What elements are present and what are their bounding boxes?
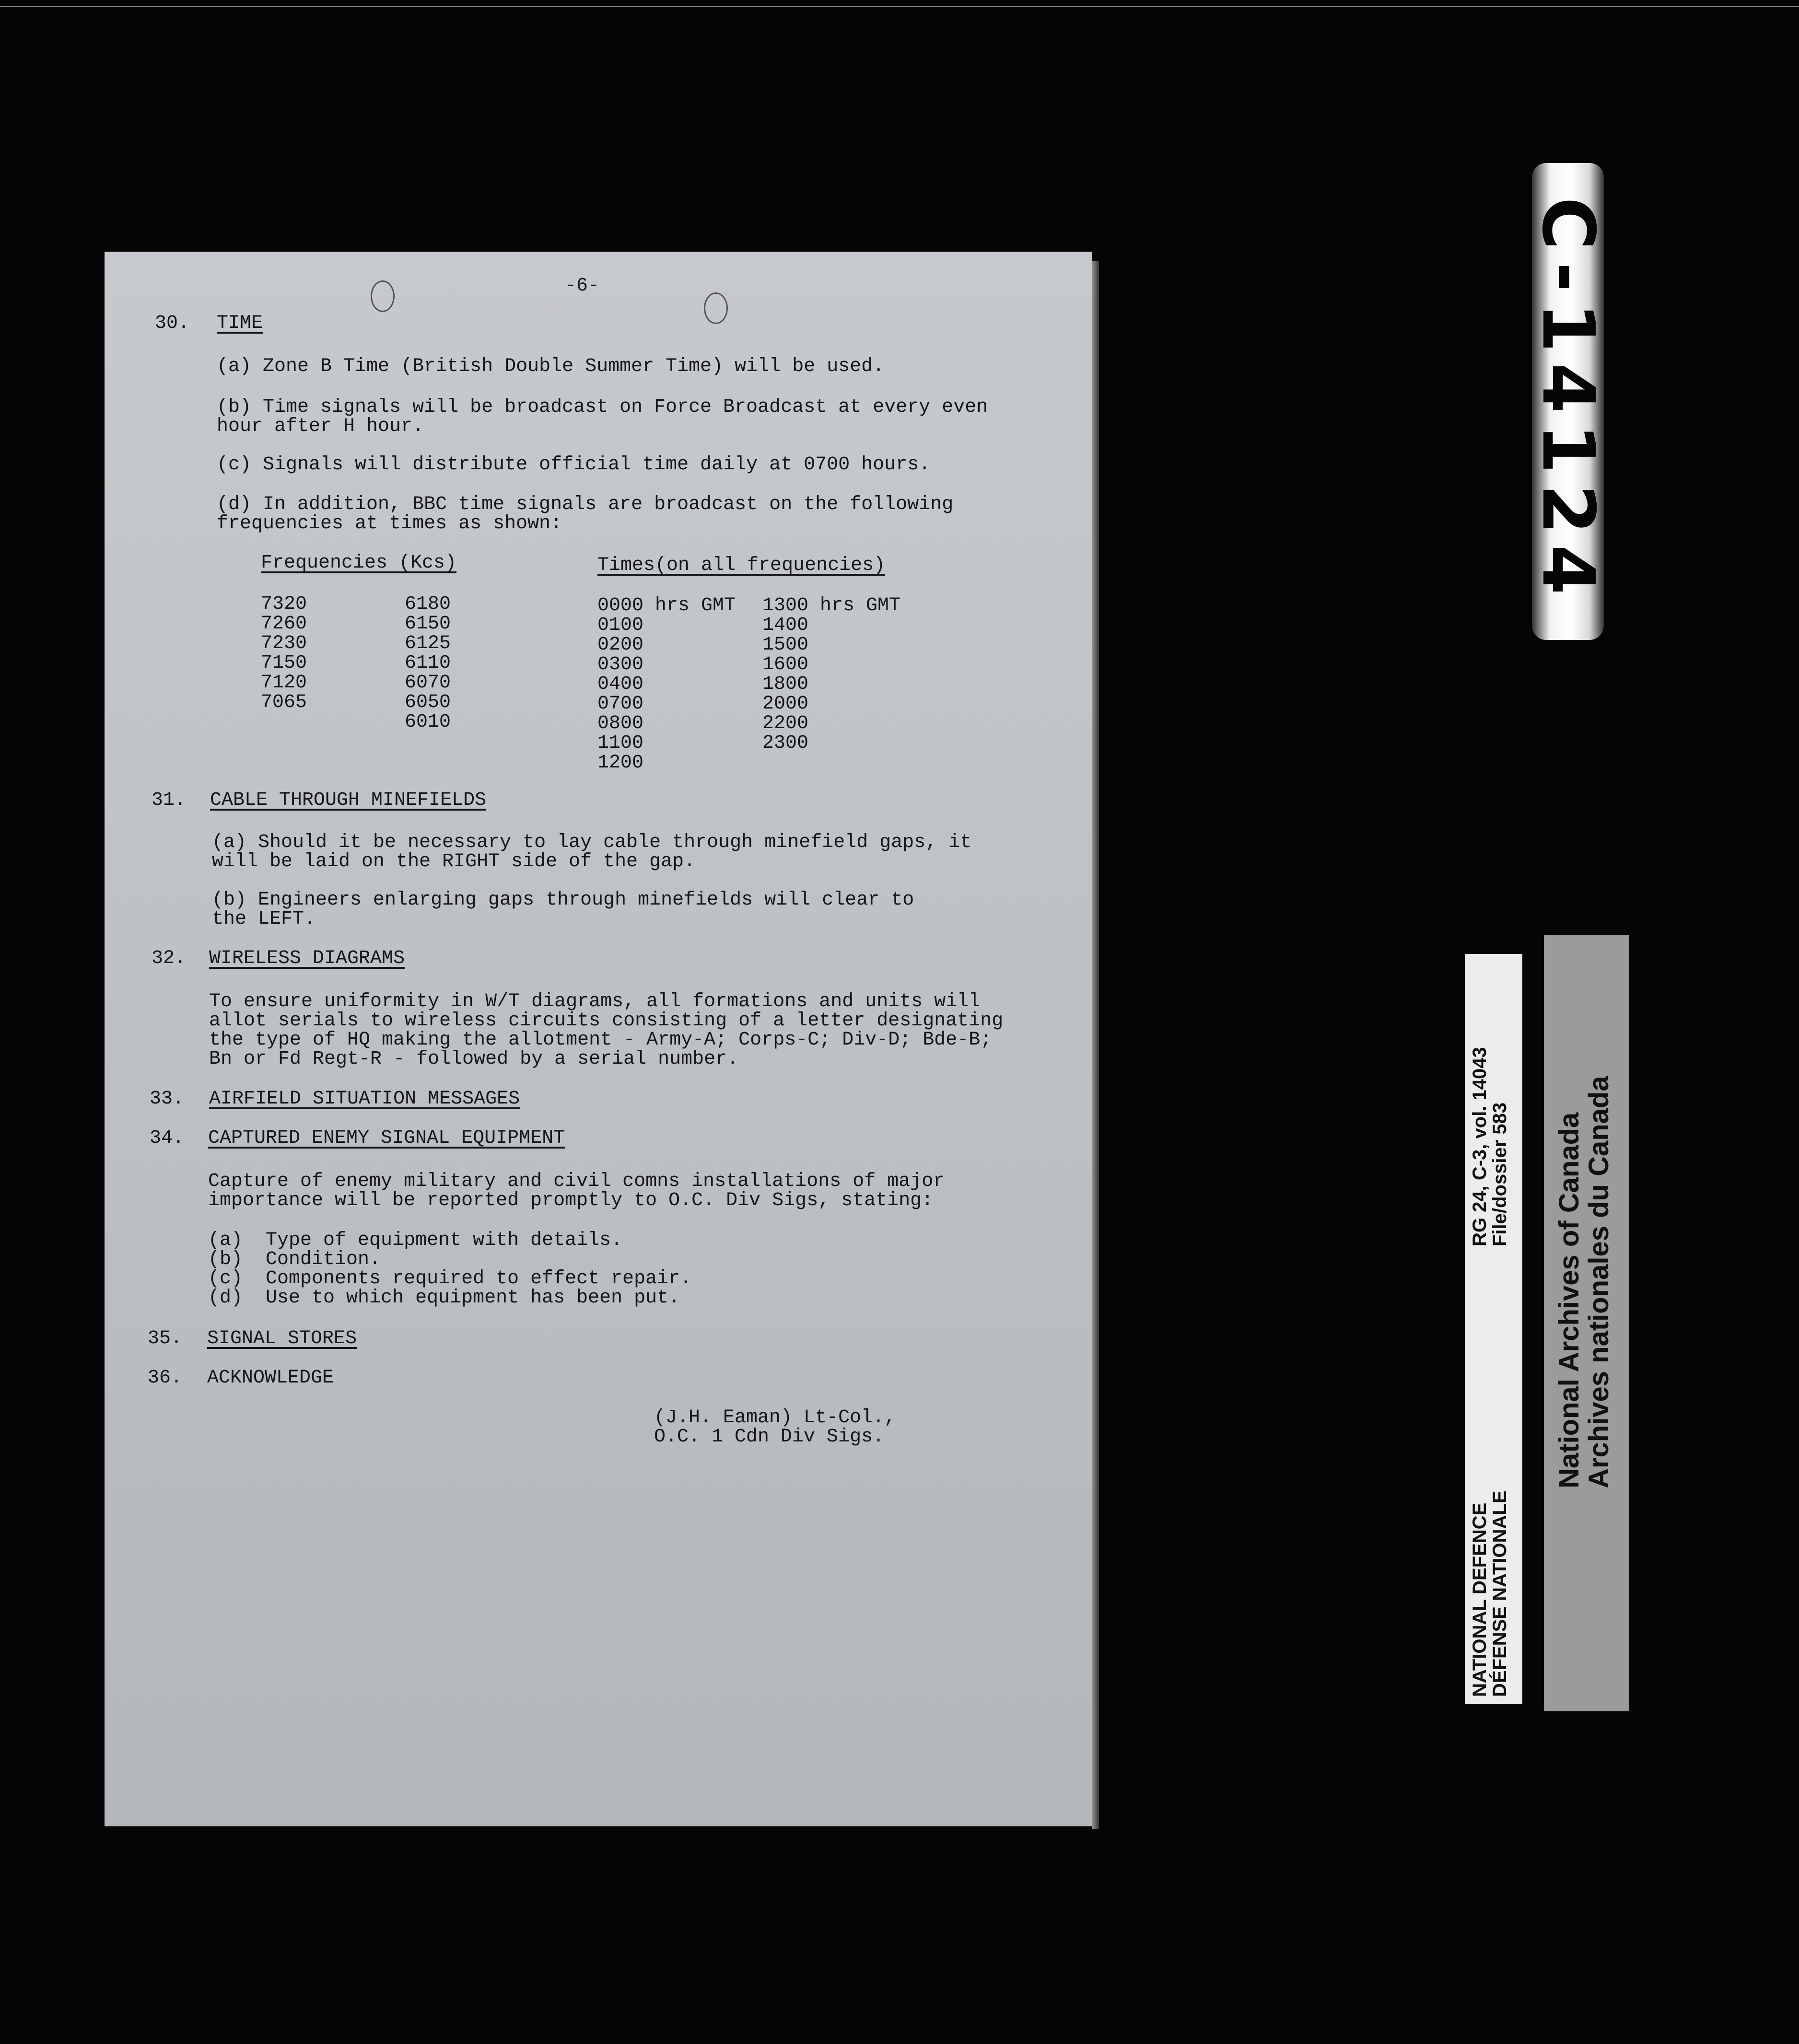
section-31-b-line1: (b) Engineers enlarging gaps through minefields will clear to — [212, 889, 914, 911]
time-value: 1600 — [762, 654, 809, 675]
document-page — [105, 252, 1092, 1826]
frequency-value: 6125 — [405, 633, 451, 654]
frequency-value: 7230 — [261, 633, 307, 654]
frequency-value: 6180 — [405, 593, 451, 615]
frequency-value: 7260 — [261, 613, 307, 635]
section-34-line1: Capture of enemy military and civil comns installations of major — [208, 1171, 945, 1192]
time-value: 2300 — [762, 732, 809, 754]
section-31-title: CABLE THROUGH MINEFIELDS — [210, 790, 487, 811]
section-33-title: AIRFIELD SITUATION MESSAGES — [209, 1088, 520, 1110]
archive-name-fr: Archives nationales du Canada — [1583, 1076, 1614, 1488]
time-value: 1400 — [762, 615, 809, 636]
frequency-value: 7320 — [261, 593, 307, 615]
section-31-a-line1: (a) Should it be necessary to lay cable through minefield gaps, it — [212, 832, 972, 853]
section-35-title: SIGNAL STORES — [207, 1328, 357, 1349]
time-value: 0100 — [597, 615, 644, 636]
section-32-number: 32. — [152, 948, 187, 969]
section-32-line4: Bn or Fd Regt-R - followed by a serial number. — [209, 1048, 739, 1070]
punch-hole-left — [371, 280, 395, 312]
section-30-c: (c) Signals will distribute official time daily at 0700 hours. — [217, 454, 931, 476]
reel-number: C-14124 — [1526, 197, 1610, 605]
national-archives-label — [1544, 935, 1629, 1711]
frequency-value: 7065 — [261, 692, 307, 713]
frequencies-header: Frequencies (Kcs) — [261, 552, 457, 574]
section-32-line2: allot serials to wireless circuits consisting of a letter designating — [209, 1010, 1004, 1032]
times-header: Times(on all frequencies) — [597, 555, 886, 576]
time-value: 1300 hrs GMT — [762, 595, 901, 616]
times-column-1 — [597, 596, 736, 773]
section-30-d-line2: frequencies at times as shown: — [217, 513, 562, 534]
section-31-number: 31. — [152, 790, 187, 811]
time-value: 0300 — [597, 654, 644, 675]
frequency-value: 6110 — [405, 652, 451, 674]
time-value: 2200 — [762, 713, 809, 734]
section-34-item-a: (a) Type of equipment with details. — [208, 1230, 623, 1251]
frequency-column-1 — [261, 594, 307, 712]
section-34-item-d: (d) Use to which equipment has been put. — [208, 1287, 680, 1309]
frequency-value: 7120 — [261, 672, 307, 694]
section-34-item-b: (b) Condition. — [208, 1249, 381, 1270]
section-30-b-line2: hour after H hour. — [217, 416, 424, 437]
time-value: 0000 hrs GMT — [597, 595, 736, 616]
time-value: 0800 — [597, 713, 644, 734]
top-border-line — [0, 6, 1799, 7]
section-33-number: 33. — [150, 1088, 185, 1110]
section-30-title: TIME — [217, 313, 263, 334]
time-value: 1100 — [597, 732, 644, 754]
section-30-b-line1: (b) Time signals will be broadcast on Force Broadcast at every even — [217, 396, 988, 418]
section-31-a-line2: will be laid on the RIGHT side of the gap. — [212, 851, 696, 872]
department-name-fr: DÉFENSE NATIONALE — [1489, 1490, 1510, 1697]
frequency-value: 6050 — [405, 692, 451, 713]
frequency-column-2 — [405, 594, 451, 732]
section-30-number: 30. — [155, 313, 190, 334]
frequency-value: 7150 — [261, 652, 307, 674]
times-column-2 — [762, 596, 900, 753]
time-value: 1200 — [597, 752, 644, 774]
archive-reference-label — [1465, 954, 1522, 1704]
section-35-number: 35. — [148, 1328, 183, 1349]
section-34-item-c: (c) Components required to effect repair. — [208, 1268, 692, 1289]
section-31-b-line2: the LEFT. — [212, 908, 316, 930]
section-34-line2: importance will be reported promptly to O.C. Div Sigs, stating: — [208, 1190, 934, 1211]
frequency-value: 6150 — [405, 613, 451, 635]
section-32-line3: the type of HQ making the allotment - Army-A; Corps-C; Div-D; Bde-B; — [209, 1029, 992, 1051]
section-34-number: 34. — [150, 1127, 185, 1149]
section-32-line1: To ensure uniformity in W/T diagrams, all formations and units will — [209, 991, 981, 1012]
page-number: -6- — [565, 275, 600, 297]
signature-line2: O.C. 1 Cdn Div Sigs. — [654, 1426, 885, 1448]
time-value: 0400 — [597, 674, 644, 695]
file-dossier-reference: File/dossier 583 — [1489, 1102, 1510, 1246]
reel-number-tab — [1526, 163, 1610, 640]
section-30-d-line1: (d) In addition, BBC time signals are broadcast on the following — [217, 494, 954, 515]
department-name-en: NATIONAL DEFENCE — [1469, 1502, 1490, 1697]
time-value: 1800 — [762, 674, 809, 695]
time-value: 0700 — [597, 693, 644, 715]
frequency-value: 6010 — [405, 711, 451, 733]
time-value: 2000 — [762, 693, 809, 715]
time-value: 1500 — [762, 634, 809, 656]
section-36-number: 36. — [148, 1367, 183, 1389]
page-edge-shadow — [1092, 261, 1099, 1829]
section-30-a: (a) Zone B Time (British Double Summer Time) will be used. — [217, 356, 885, 377]
section-36-title: ACKNOWLEDGE — [207, 1367, 334, 1389]
time-value: 0200 — [597, 634, 644, 656]
punch-hole-right — [704, 292, 728, 324]
section-34-title: CAPTURED ENEMY SIGNAL EQUIPMENT — [208, 1127, 565, 1149]
record-group-reference: RG 24, C-3, vol. 14043 — [1469, 1047, 1490, 1246]
signature-line1: (J.H. Eaman) Lt-Col., — [654, 1407, 896, 1428]
frequency-value: 6070 — [405, 672, 451, 694]
archive-name-en: National Archives of Canada — [1554, 1112, 1585, 1488]
section-32-title: WIRELESS DIAGRAMS — [209, 948, 405, 969]
